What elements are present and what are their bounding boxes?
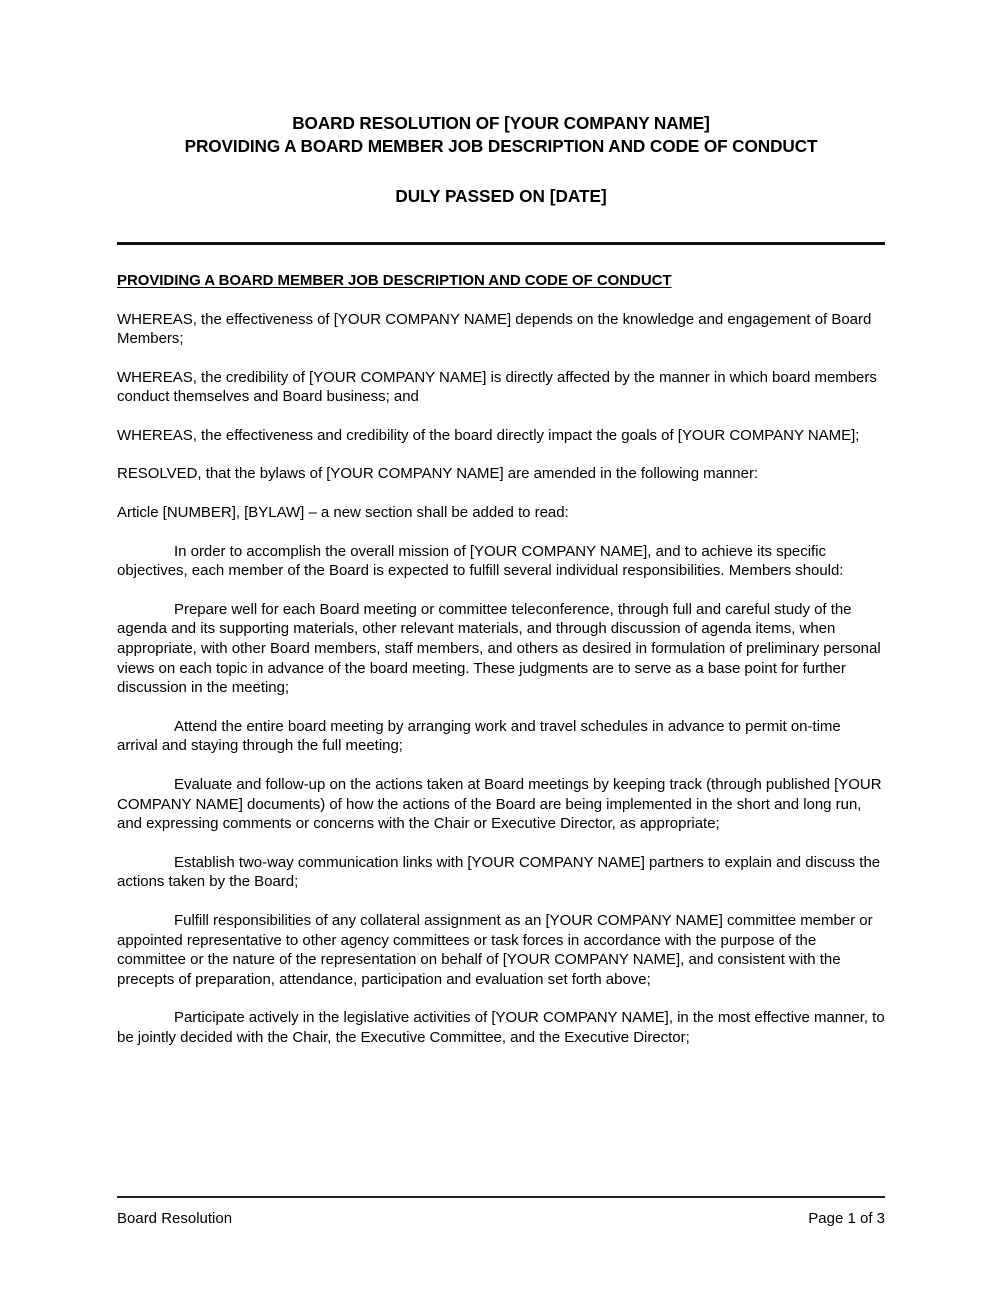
document-title-line-2: PROVIDING A BOARD MEMBER JOB DESCRIPTION AND CODE OF CONDUCT xyxy=(184,135,818,156)
paragraph-fulfill: Fulfill responsibilities of any collateral assignment as an [YOUR COMPANY NAME] committee member or appointed representative to other agency committees or task forces in accordance with the purpose of the committee or the nature of the representation on behalf of [YOUR COMPANY NAME], and consistent with the precepts of preparation, attendance, participation and evaluation set forth above; xyxy=(117,911,873,988)
footer-divider-rule xyxy=(117,1196,885,1198)
page-content xyxy=(117,0,885,1048)
paragraph-participate: Participate actively in the legislative activities of [YOUR COMPANY NAME], in the most effective manner, to be jointly decided with the Chair, the Executive Committee, and the Executive Director; xyxy=(117,1009,885,1046)
paragraph-resolved: RESOLVED, that the bylaws of [YOUR COMPANY NAME] are amended in the following manner: xyxy=(117,465,759,483)
paragraph-evaluate: Evaluate and follow-up on the actions taken at Board meetings by keeping track (through published [YOUR COMPANY NAME] documents) of how the actions of the Board are being implemented in the short and long run, and expressing comments or concerns with the Chair or Executive Director, as appropriate; xyxy=(117,776,882,833)
paragraph-article: Article [NUMBER], [BYLAW] – a new section shall be added to read: xyxy=(117,504,569,522)
paragraph-establish: Establish two-way communication links with [YOUR COMPANY NAME] partners to explain and discuss the actions taken by the Board; xyxy=(117,853,881,891)
paragraph-whereas-1: WHEREAS, the effectiveness of [YOUR COMPANY NAME] depends on the knowledge and engagement of Board Members; xyxy=(117,310,872,348)
paragraph-whereas-2: WHEREAS, the credibility of [YOUR COMPANY NAME] is directly affected by the manner in which board members conduct themselves and Board business; and xyxy=(117,368,877,406)
page-footer xyxy=(117,1196,885,1228)
footer-page-number: Page 1 of 3 xyxy=(808,1210,885,1227)
paragraph-in-order-to-accomplish: In order to accomplish the overall mission of [YOUR COMPANY NAME], and to achieve its specific objectives, each member of the Board is expected to fulfill several individual responsibilities. Members should: xyxy=(117,542,844,580)
duly-passed-line: DULY PASSED ON [DATE] xyxy=(395,186,607,206)
footer-row xyxy=(117,1209,885,1228)
document-body xyxy=(117,271,885,1048)
paragraph-whereas-3: WHEREAS, the effectiveness and credibility of the board directly impact the goals of [YOUR COMPANY NAME]; xyxy=(117,426,860,444)
paragraph-attend: Attend the entire board meeting by arranging work and travel schedules in advance to permit on-time arrival and staying through the full meeting; xyxy=(117,717,841,755)
document-title-line-1: BOARD RESOLUTION OF [YOUR COMPANY NAME] xyxy=(292,113,710,133)
document-title-block xyxy=(117,0,885,208)
footer-document-label: Board Resolution xyxy=(117,1210,233,1227)
header-divider-rule xyxy=(117,242,885,245)
paragraph-prepare-well: Prepare well for each Board meeting or committee teleconference, through full and careful study of the agenda and its supporting materials, other relevant materials, and through discussion of agenda items, when appropriate, with other Board members, staff members, and others as desired in formulation of preliminary personal views on each topic in advance of the board meeting. These judgments are to serve as a base point for further discussion in the meeting; xyxy=(117,600,881,697)
section-heading: PROVIDING A BOARD MEMBER JOB DESCRIPTION AND CODE OF CONDUCT xyxy=(117,271,672,289)
